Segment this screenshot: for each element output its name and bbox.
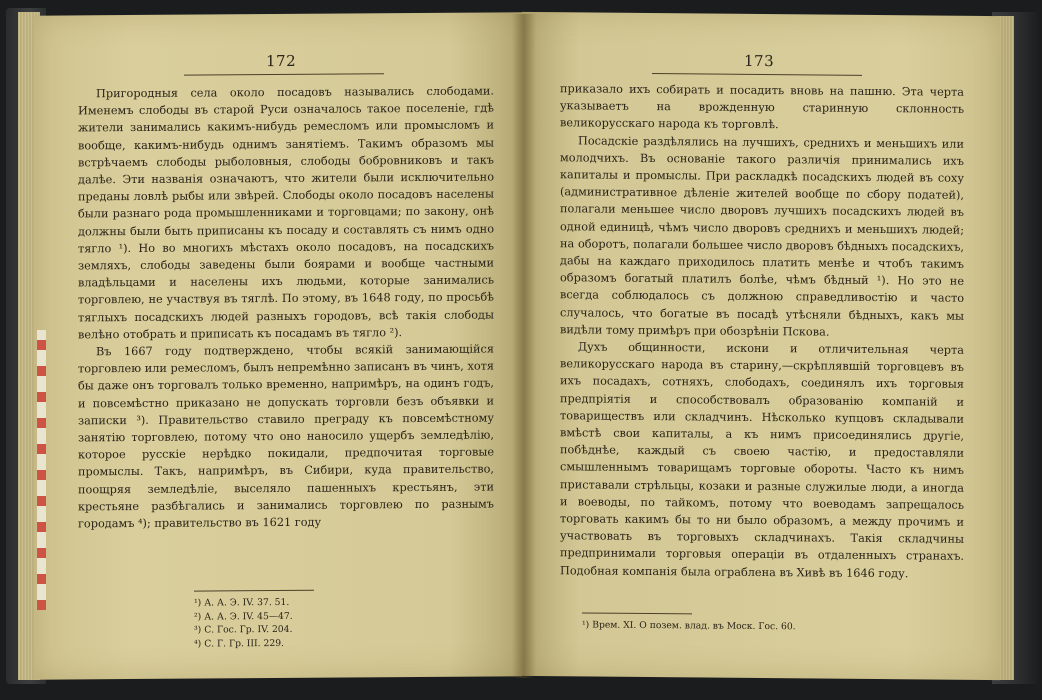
paragraph: приказало ихъ собирать и посадить вновь на пашню. Эта черта указываетъ на врожденную старинную склонность великорусскаго народа къ торговлѣ.	[560, 82, 964, 132]
header-rule	[184, 73, 384, 75]
footnote: ³) С. Гос. Гр. IV. 204.	[194, 623, 293, 636]
footnote-rule	[194, 590, 314, 592]
bookmark-stripes	[37, 330, 46, 610]
left-page	[34, 12, 522, 679]
footnotes	[582, 618, 796, 633]
body-text	[78, 82, 494, 532]
paragraph: Посадскіе раздѣлялись на лучшихъ, среднихъ и меньшихъ или молодчихъ. Въ основаніе такого различія принимались ихъ капиталы и промыслы. При раскладкѣ посадскихъ людей въ соху (административное дѣленіе жителей вообще по сбору податей), полагали меньшее число дворовъ лучшихъ посадскихъ людей въ одной единицѣ, чѣмъ число дворовъ среднихъ и меньшихъ людей; на оборотъ, полагали большее число дворовъ бѣдныхъ посадскихъ, дабы на каждаго приходилось платить менѣе и чтобъ такимъ образомъ богатый платилъ болѣе, чѣмъ бѣдный ¹). Но это не всегда соблюдалось съ должною справедливостію и часто случалось, что богатые въ посадѣ утѣсняли бѣдныхъ, какъ мы видѣли тому примѣръ при обозрѣніи Пскова.	[560, 134, 964, 339]
footnote-rule	[582, 612, 692, 614]
footnote: ⁴) С. Г. Гр. III. 229.	[194, 637, 284, 650]
paragraph: Пригородныя села около посадовъ назывались слободами. Именемъ слободы въ старой Руси означалось такое поселеніе, гдѣ жители занимались какимъ-нибудь ремесломъ или промысломъ и вообще, какимъ-нибудь однимъ занятіемъ. Такимъ образомъ мы встрѣчаемъ слободы рыболовныя, слободы бобровниковъ и такъ далѣе. Эти названія означаютъ, что жители были исключительно преданы ловлѣ рыбы или звѣрей. Слободы около посадовъ населены были разнаго рода промышленниками и торговцами; по закону, онѣ должны были быть приписаны къ посаду и составлять съ нимъ одно тягло ¹). Но во многихъ мѣстахъ около посадовъ, на посадскихъ земляхъ, слободы заведены были боярами и вообще частными владѣльцами и населены ихъ людьми, которые занимались торговлею, не участвуя въ тяглѣ. По этому, въ 1648 году, по просьбѣ тяглыхъ посадскихъ людей разныхъ городовъ, всѣ такія слободы велѣно отобрать и приписать къ посадамъ въ тягло ²).	[78, 84, 494, 342]
right-page	[522, 12, 1000, 680]
header-rule	[652, 73, 862, 76]
bookmark-ribbon	[36, 330, 46, 610]
body-text	[560, 80, 964, 582]
footnote: ¹) Врем. XI. О позем. влад. въ Моск. Гос. 60.	[582, 619, 796, 633]
footnote: ¹) А. А. Э. IV. 37. 51.	[194, 596, 290, 609]
footnotes	[194, 596, 293, 651]
page-number: 173	[744, 51, 775, 71]
page-number: 172	[266, 51, 297, 71]
paragraph: Духъ общинности, искони и отличительная черта великорусскаго народа въ старину,—скрѣплявшій торговцевъ въ ихъ посадахъ, сотняхъ, слободахъ, соединялъ ихъ торговыя предпріятія и способствовалъ образованію компаній и товариществъ или складчинъ. Нѣсколько купцовъ складывали вмѣстѣ свои капиталы, а къ нимъ присоединялись другіе, побѣднѣе, каждый съ своею частію, и предоставляли смышленнымъ товарищамъ торговые обороты. Часто къ нимъ приставали стрѣльцы, козаки и разные служилые люди, а иногда и воеводы, по тайкомъ, потому что воеводамъ запрещалось торговать какимъ бы то ни было образомъ, а между прочимъ и участвовать въ торговыхъ складчинахъ. Такія складчины предпринимали торговыя операціи въ отдаленныхъ странахъ. Подобная компанія была ограблена въ Хивѣ въ 1646 году.	[560, 340, 964, 580]
footnote: ²) А. А. Э. IV. 45—47.	[194, 610, 293, 623]
book-gutter	[512, 14, 536, 678]
paragraph: Въ 1667 году подтверждено, чтобы всякій занимающійся торговлею или ремесломъ, былъ непремѣнно записанъ въ чинъ, хотя бы даже онъ торговалъ только временно, напримѣръ, на одинъ годъ, и повсемѣстно приказано не допускать торговли безъ объявки и записки ³). Правительство ставило преграду къ повсемѣстному занятію торговлею, потому что оно наносило ущербъ земледѣлію, которое русскіе нерѣдко покидали, предпочитая торговые промыслы. Такъ, напримѣръ, въ Сибири, куда правительство, поощряя земледѣліе, выселяло пашенныхъ крестьянъ, эти крестьяне разбѣгались и занимались торговлею по разнымъ городамъ ⁴); правительство въ 1621 году	[78, 342, 494, 531]
